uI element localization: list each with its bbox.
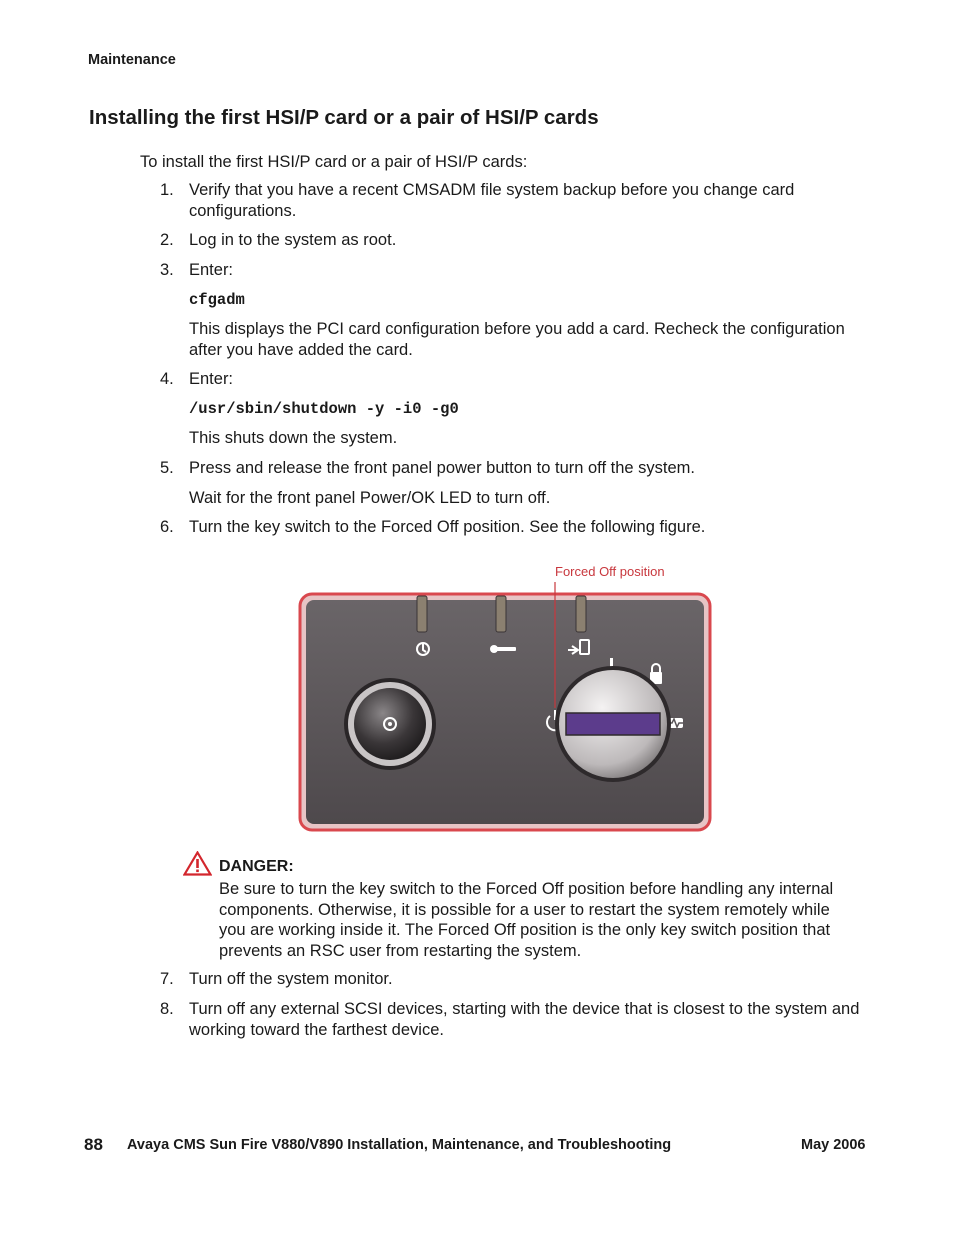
list-item [160, 180, 880, 221]
step-note: This displays the PCI card configuration before you add a card. Recheck the configuration after you have added the card. [189, 320, 845, 359]
front-panel-illustration [296, 560, 716, 834]
step-number: 2. [160, 231, 174, 249]
step-number: 7. [160, 970, 174, 988]
command-text: /usr/sbin/shutdown -y -i0 -g0 [189, 400, 459, 418]
callout-label: Forced Off position [555, 564, 665, 579]
power-button [344, 678, 436, 770]
list-item [160, 999, 880, 1040]
locator-led [576, 596, 586, 632]
step-number: 5. [160, 459, 174, 477]
list-item [160, 458, 880, 479]
section-heading: Installing the first HSI/P card or a pair of HSI/P cards [89, 106, 599, 129]
list-item [160, 517, 880, 538]
step-note: This shuts down the system. [189, 429, 398, 447]
step-number: 6. [160, 518, 174, 536]
list-item [160, 969, 880, 990]
list-item [160, 260, 880, 281]
step-number: 8. [160, 1000, 174, 1018]
list-item [160, 369, 880, 390]
command-text: cfgadm [189, 291, 245, 309]
danger-text: Be sure to turn the key switch to the Forced Off position before handling any internal components. Otherwise, it is possible for a user to restart the system remotely while you are working inside it. The Forced Off position is the only key switch position that prevents an RSC user from restarting the system. [219, 880, 834, 960]
step-number: 1. [160, 181, 174, 199]
intro-paragraph: To install the first HSI/P card or a pair of HSI/P cards: [140, 153, 528, 171]
front-panel-figure [296, 560, 716, 834]
key-switch [555, 666, 671, 782]
step-number: 4. [160, 370, 174, 388]
footer-title: Avaya CMS Sun Fire V880/V890 Installation, Maintenance, and Troubleshooting [127, 1137, 672, 1153]
running-header: Maintenance [88, 52, 176, 68]
service-required-led [496, 596, 506, 632]
page-number: 88 [84, 1135, 103, 1154]
power-ok-led [417, 596, 427, 632]
danger-icon [183, 851, 212, 876]
step-text: Turn off any external SCSI devices, starting with the device that is closest to the system and working toward the farthest device. [189, 1000, 860, 1039]
danger-label: DANGER: [219, 858, 294, 875]
list-item [160, 230, 880, 251]
step-text: Turn the key switch to the Forced Off position. See the following figure. [189, 518, 706, 536]
step-text: Log in to the system as root. [189, 231, 397, 249]
step-text: Turn off the system monitor. [189, 970, 393, 988]
step-text: Enter: [189, 370, 234, 388]
step-text: Verify that you have a recent CMSADM file system backup before you change card configurations. [189, 181, 795, 220]
step-text: Enter: [189, 261, 234, 279]
step-number: 3. [160, 261, 174, 279]
footer-date: May 2006 [801, 1137, 866, 1153]
key-handle [566, 713, 660, 735]
step-note: Wait for the front panel Power/OK LED to turn off. [189, 489, 551, 507]
step-text: Press and release the front panel power button to turn off the system. [189, 459, 695, 477]
